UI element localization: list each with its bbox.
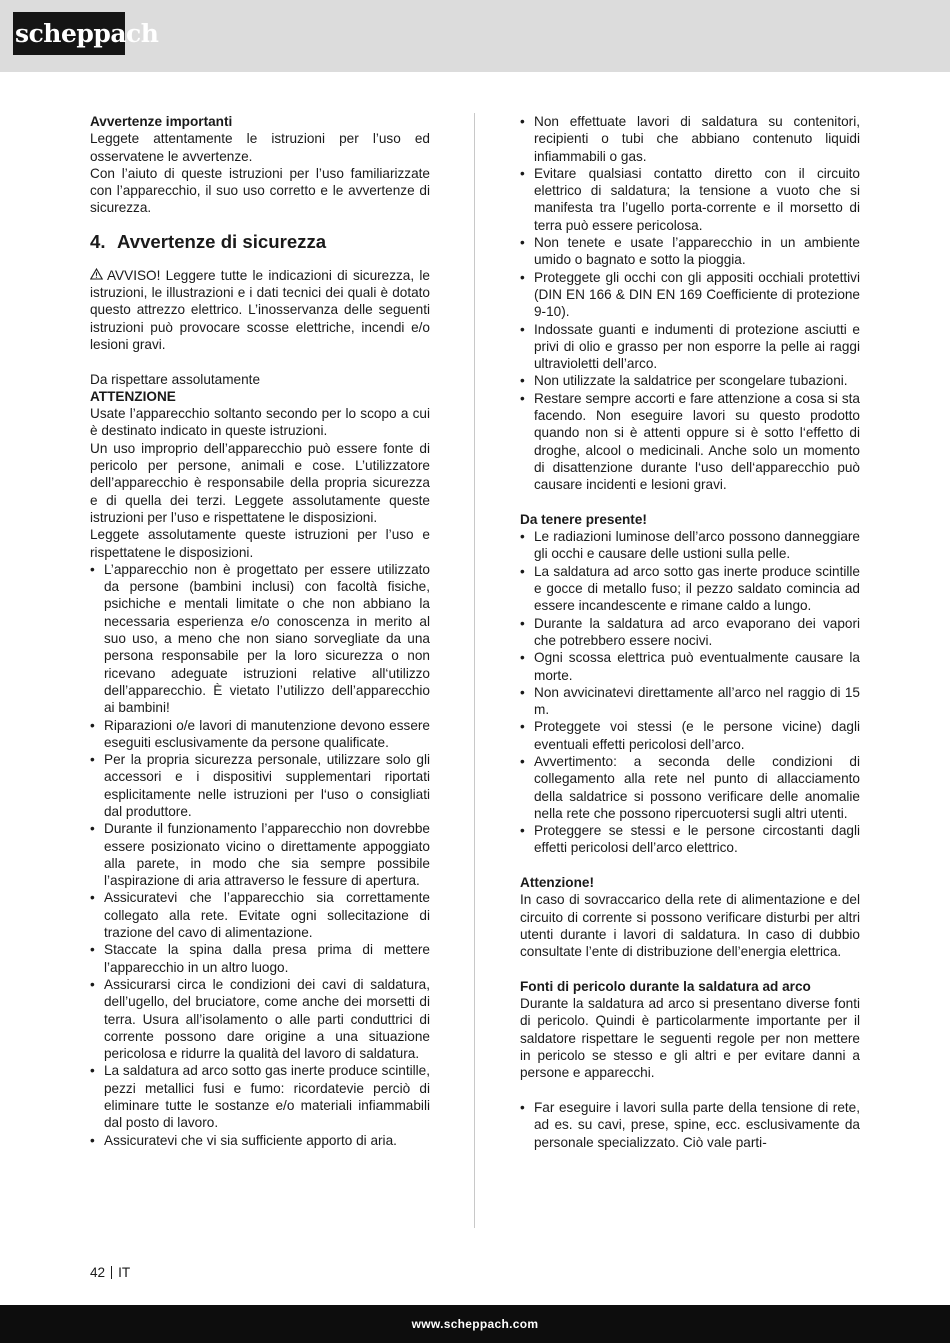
list-item: • Riparazioni o/e lavori di manutenzione devono essere eseguiti esclusivamente da persone qualificate. bbox=[90, 717, 430, 750]
usage-paragraph-1: Usate l’apparecchio soltanto secondo per lo scopo a cui è destinato indicato in queste istruzioni. bbox=[90, 406, 430, 439]
list-item: • Assicurarsi circa le condizioni dei cavi di saldatura, dell’ugello, del bruciatore, come anche dei morsetti di terra. Usura all’isolamento o alle parti conduttrici di corrente possono dare origine a una situazione pericolosa e ridurre la qualità del lavoro di saldatura. bbox=[90, 976, 430, 1062]
list-item: • Proteggere se stessi e le persone circostanti dagli effetti pericolosi dell’arco elettrico. bbox=[520, 823, 860, 856]
intro-title: Avvertenze importanti bbox=[90, 114, 233, 129]
intro-paragraph-2: Con l’aiuto di queste istruzioni per l’uso familiarizzate con l’apparecchio, il suo uso corretto e le avvertenze di sicurezza. bbox=[90, 165, 430, 216]
attention-title: Attenzione! bbox=[520, 875, 595, 891]
list-item: • La saldatura ad arco sotto gas inerte produce scintille e gocce di metallo fuso; il pezzo saldato comincia ad essere incandescente e rimane caldo a lungo. bbox=[520, 563, 860, 614]
section-heading bbox=[90, 231, 430, 253]
page-number bbox=[90, 1265, 130, 1280]
warning-text: AVVISO! Leggere tutte le indicazioni di sicurezza, le istruzioni, le illustrazioni e i dati tecnici dei quali è dotato questo attrezzo elettrico. L’inosservanza delle seguenti istruzioni può provocare scosse elettriche, incendi e/o lesioni gravi. bbox=[90, 267, 430, 352]
list-item: • Restare sempre accorti e fare attenzione a cosa si sta facendo. Non eseguire lavori su questo prodotto quando non si è attenti oppure si è sotto l‘effetto di droghe, alcool o medicinali. Anche solo un momento di disattenzione durante l‘uso dell‘apparecchio può causare incidenti e lesioni gravi. bbox=[520, 390, 860, 493]
list-item: • Assicuratevi che l’apparecchio sia correttamente collegato alla rete. Evitate ogni sollecitazione di trazione del cavo di alimentazione. bbox=[90, 890, 430, 941]
footer-url: www.scheppach.com bbox=[411, 1317, 539, 1331]
list-item: • Non tenete e usate l’apparecchio in un ambiente umido o bagnato e sotto la pioggia. bbox=[520, 235, 860, 268]
list-item: • Far eseguire i lavori sulla parte della tensione di rete, ad es. su cavi, prese, spine, ecc. esclusivamente da personale specializzato. Ciò vale parti- bbox=[520, 1099, 860, 1150]
section-number: 4. bbox=[90, 230, 106, 252]
list-item: • Proteggete voi stessi (e le persone vicine) dagli eventuali effetti pericolosi dell’arco. bbox=[520, 719, 860, 752]
list-item: • Non avvicinatevi direttamente all’arco nel raggio di 15 m. bbox=[520, 684, 860, 718]
left-bullet-list bbox=[90, 561, 430, 1149]
usage-paragraph-2: Un uso improprio dell’apparecchio può essere fonte di pericolo per persone, animali e cose. L’utilizzatore dell’apparecchio è responsabile della propria sicurezza e di quella dei terzi. Leggete assolutamente queste istruzioni per l’uso e rispettatene le disposizioni. bbox=[90, 440, 430, 525]
list-item: • Indossate guanti e indumenti di protezione asciutti e privi di olio e grasso per non esporre la pelle ai raggi ultravioletti dell’arco. bbox=[520, 321, 860, 372]
list-item: • Le radiazioni luminose dell’arco possono danneggiare gli occhi e causare delle ustioni sulla pelle. bbox=[520, 529, 860, 562]
list-item: • Per la propria sicurezza personale, utilizzare solo gli accessori e i dispositivi supplementari riportati esplicitamente nelle istruzioni per l‘uso o consigliati dal produttore. bbox=[90, 752, 430, 819]
right-bullet-list-1 bbox=[520, 113, 860, 494]
list-item: • L’apparecchio non è progettato per essere utilizzato da persone (bambini inclusi) con facoltà fisiche, psichiche e mentali limitate o che non abbiano la necessaria esperienza e/o conoscenza in merito al suo uso, a meno che non siano sorvegliate da una persona responsabile per la loro sicurezza o non ricevano adeguate istruzioni relative all‘utilizzo dell’apparecchio. È vietato l’utilizzo dell’apparecchio ai bambini! bbox=[90, 561, 430, 716]
intro-paragraph-1: Leggete attentamente le istruzioni per l’uso ed osservatene le avvertenze. bbox=[90, 131, 430, 164]
list-item: • Assicuratevi che vi sia sufficiente apporto di aria. bbox=[90, 1132, 397, 1148]
list-item: • Proteggete gli occhi con gli appositi occhiali protettivi (DIN EN 166 & DIN EN 169 Coefficiente di protezione 9-10). bbox=[520, 269, 860, 320]
list-item: • Non utilizzate la saldatrice per scongelare tubazioni. bbox=[520, 373, 848, 389]
list-item: • Avvertimento: a seconda delle condizioni di collegamento alla rete nel punto di allacciamento della saldatrice si possono verificare delle anomalie nella rete che possono ripercuotersi sugli altri utenti. bbox=[520, 753, 860, 821]
language-code: IT bbox=[118, 1265, 131, 1280]
must-observe-label: Da rispettare assolutamente bbox=[90, 371, 261, 387]
page-number-value: 42 bbox=[90, 1265, 106, 1280]
list-item: • Durante la saldatura ad arco evaporano dei vapori che potrebbero essere nocivi. bbox=[520, 615, 860, 648]
left-column bbox=[90, 113, 430, 1149]
list-item: • Evitare qualsiasi contatto diretto con il circuito elettrico di saldatura; la tensione a vuoto che si manifesta tra l’ugello porta-corrente e il morsetto di terra può essere pericolosa. bbox=[520, 165, 860, 233]
warning-paragraph bbox=[90, 267, 430, 353]
attention-label: ATTENZIONE bbox=[90, 388, 176, 404]
section-title: Avvertenze di sicurezza bbox=[117, 230, 327, 252]
column-divider bbox=[474, 113, 475, 1228]
usage-paragraph-3: Leggete assolutamente queste istruzioni per l’uso e rispettatene le disposizioni. bbox=[90, 527, 430, 560]
hazards-title: Fonti di pericolo durante la saldatura ad arco bbox=[520, 978, 811, 994]
list-item: • Ogni scossa elettrica può eventualmente causare la morte. bbox=[520, 650, 860, 683]
attention-paragraph: In caso di sovraccarico della rete di alimentazione e del circuito di corrente si possono verificare disturbi per altri utenti durante i lavori di saldatura. In caso di dubbio consultate l’ente di distribuzione dell’energia elettrica. bbox=[520, 892, 860, 960]
warning-triangle-icon bbox=[90, 267, 103, 284]
right-bullet-list-3 bbox=[520, 1099, 860, 1151]
list-item: • Staccate la spina dalla presa prima di mettere l’apparecchio in un altro luogo. bbox=[90, 942, 430, 975]
header-bar bbox=[0, 0, 950, 72]
right-bullet-list-2 bbox=[520, 528, 860, 857]
page-number-separator bbox=[111, 1266, 112, 1279]
right-column bbox=[520, 113, 860, 1151]
list-item: • Non effettuate lavori di saldatura su contenitori, recipienti o tubi che abbiano contenuto liquidi infiammabili o gas. bbox=[520, 114, 860, 164]
keep-in-mind-title: Da tenere presente! bbox=[520, 511, 647, 527]
hazards-paragraph: Durante la saldatura ad arco si presentano diverse fonti di pericolo. Quindi è particolarmente importante per il saldatore rispettare le seguenti regole per non mettere in pericolo se stesso e gli altri e per evitare danni a persone e apparecchi. bbox=[520, 996, 860, 1081]
list-item: • La saldatura ad arco sotto gas inerte produce scintille, pezzi metallici fusi e fumo: ricordatevie perciò di eliminare tutte le sostanze e/o materiali infiammabili dal posto di lavoro. bbox=[90, 1063, 430, 1131]
list-item: • Durante il funzionamento l’apparecchio non dovrebbe essere posizionato vicino o direttamente appoggiato alla parete, in modo che sia sempre possibile l’aspirazione di aria attraverso le fessure di apertura. bbox=[90, 821, 430, 889]
scheppach-logo: scheppach bbox=[13, 12, 125, 55]
footer-bar bbox=[0, 1305, 950, 1343]
